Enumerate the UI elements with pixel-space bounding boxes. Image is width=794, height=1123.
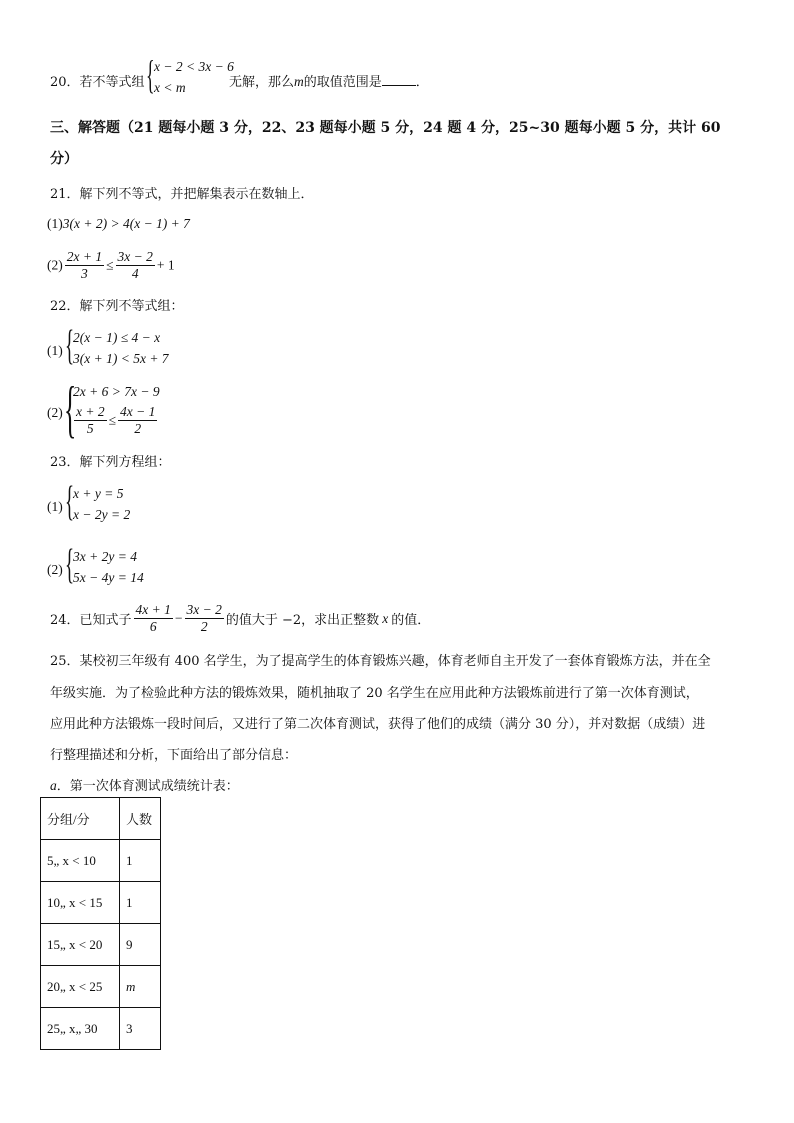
q25-line1: 25．某校初三年级有 400 名学生，为了提高学生的体育锻炼兴趣，体育老师自主开发了一套体育锻炼方法，并在全	[50, 654, 711, 669]
q22-p2-brace: {	[64, 373, 77, 444]
q24-prefix: 24．已知式子	[50, 613, 132, 628]
table-cell-count: 1	[120, 882, 161, 924]
table-cell-group: 10„ x < 15	[41, 882, 120, 924]
table-cell-group: 5„ x < 10	[41, 840, 120, 882]
score-table	[40, 797, 161, 1050]
q25-sub-a-text: ．第一次体育测试成绩统计表：	[56, 779, 239, 794]
q25-sub-a	[50, 775, 239, 794]
q21-p2-label: (2)	[47, 257, 63, 273]
q22-p2-den2: 2	[134, 421, 142, 436]
q20-var: m	[294, 74, 304, 89]
q22-p2-line1: 2x + 6 > 7x − 9	[73, 384, 160, 399]
q22-p1-brace: {	[65, 323, 75, 369]
table-header-row	[41, 798, 161, 840]
q23-p1-brace: {	[65, 479, 75, 525]
q20-mid: 无解，那么	[229, 75, 295, 90]
table-header-group: 分组/分	[41, 798, 120, 840]
table-row	[41, 966, 161, 1008]
q21-part2	[47, 249, 175, 282]
table-cell-group: 20„ x < 25	[41, 966, 120, 1008]
q21-part1	[47, 216, 190, 232]
q24-var: x	[382, 610, 389, 626]
q25-line2: 年级实施．为了检验此种方法的锻炼效果，随机抽取了 20 名学生在应用此种方法锻炼前进行了第一次体育测试，	[50, 686, 699, 701]
table-row	[41, 924, 161, 966]
q21-p2-op: ≤	[106, 257, 114, 273]
q23-p1-line1: x + y = 5	[73, 486, 124, 501]
q21-p1-label: (1)	[47, 216, 63, 231]
q22-p2-frac1	[74, 404, 107, 437]
q22-p1-line1: 2(x − 1) ≤ 4 − x	[73, 330, 161, 345]
q24	[50, 602, 430, 635]
q22-title: 22．解下列不等式组：	[50, 299, 184, 314]
q21-p2-num1: 2x + 1	[66, 249, 103, 264]
table-row	[41, 1008, 161, 1050]
q22-p2-num1: x + 2	[76, 404, 105, 419]
q20-rest	[229, 71, 429, 90]
q24-suffix: 的值．	[391, 613, 431, 628]
q20-number: 20．	[50, 75, 80, 90]
q21-p1-expr: 3(x + 2) > 4(x − 1) + 7	[62, 216, 190, 231]
q24-mid: 的值大于 −2，求出正整数	[225, 613, 380, 628]
q22-p1-label: (1)	[47, 343, 63, 358]
q22-p2-num2: 4x − 1	[120, 404, 156, 419]
q24-num1: 4x + 1	[135, 602, 171, 617]
q21-p2-frac2	[116, 249, 155, 282]
q21-p2-tail: + 1	[156, 257, 175, 273]
q22-p1-line2: 3(x + 1) < 5x + 7	[73, 351, 169, 366]
q24-den2: 2	[200, 619, 208, 634]
q20-suffix: 的取值范围是	[303, 75, 382, 90]
table-cell-group: 25„ x„ 30	[41, 1008, 120, 1050]
table-cell-count: 9	[120, 924, 161, 966]
q20-prefix: 若不等式组	[79, 75, 145, 90]
q21-title: 21．解下列不等式，并把解集表示在数轴上．	[50, 187, 314, 202]
table-row	[41, 882, 161, 924]
q24-frac2	[185, 602, 224, 635]
q22-p2-op: ≤	[108, 412, 117, 428]
q22-p2-den1: 5	[86, 421, 94, 436]
table-row	[41, 840, 161, 882]
q21-p2-den2: 4	[131, 266, 139, 281]
q23-p1-line2: x − 2y = 2	[73, 507, 131, 522]
q23-title: 23．解下列方程组：	[50, 455, 171, 470]
q20-ineq1: x − 2 < 3x − 6	[154, 59, 234, 74]
q20-end: ．	[415, 75, 429, 90]
q23-p2-brace: {	[65, 542, 75, 588]
q21-p2-frac1	[65, 249, 104, 282]
q24-frac1	[134, 602, 173, 635]
section3-heading-line1: 三、解答题（21 题每小题 3 分，22、23 题每小题 5 分，24 题 4 分，25~30 题每小题 5 分，共计 60	[50, 120, 721, 136]
q25-line4: 行整理描述和分析，下面给出了部分信息：	[50, 748, 298, 763]
q24-op: −	[174, 610, 183, 626]
q20-ineq2: x < m	[154, 80, 186, 95]
table-cell-count: m	[120, 966, 161, 1008]
q23-p2-line2: 5x − 4y = 14	[73, 570, 144, 585]
q23-p2-line1: 3x + 2y = 4	[73, 549, 137, 564]
q23-p1-label: (1)	[47, 499, 63, 514]
table-cell-count: 3	[120, 1008, 161, 1050]
q20	[50, 71, 145, 90]
q21-p2-num2: 3x − 2	[117, 249, 153, 264]
q25-sub-a-letter: a	[50, 778, 57, 793]
section3-heading-line2: 分）	[50, 151, 78, 167]
q25-line3: 应用此种方法锻炼一段时间后，又进行了第二次体育测试，获得了他们的成绩（满分 30 分），并对数据（成绩）进	[50, 717, 706, 732]
q23-p2-label: (2)	[47, 562, 63, 577]
q21-p2-den1: 3	[81, 266, 88, 281]
q20-brace: {	[146, 52, 155, 97]
table-cell-group: 15„ x < 20	[41, 924, 120, 966]
q22-p2-line2	[72, 404, 159, 437]
q24-den1: 6	[149, 619, 157, 634]
q24-num2: 3x − 2	[186, 602, 222, 617]
q22-p2-frac2	[118, 404, 157, 437]
q22-p2-label: (2)	[47, 405, 63, 420]
table-cell-count: 1	[120, 840, 161, 882]
q20-answer-blank[interactable]	[382, 73, 416, 86]
table-header-count: 人数	[120, 798, 161, 840]
